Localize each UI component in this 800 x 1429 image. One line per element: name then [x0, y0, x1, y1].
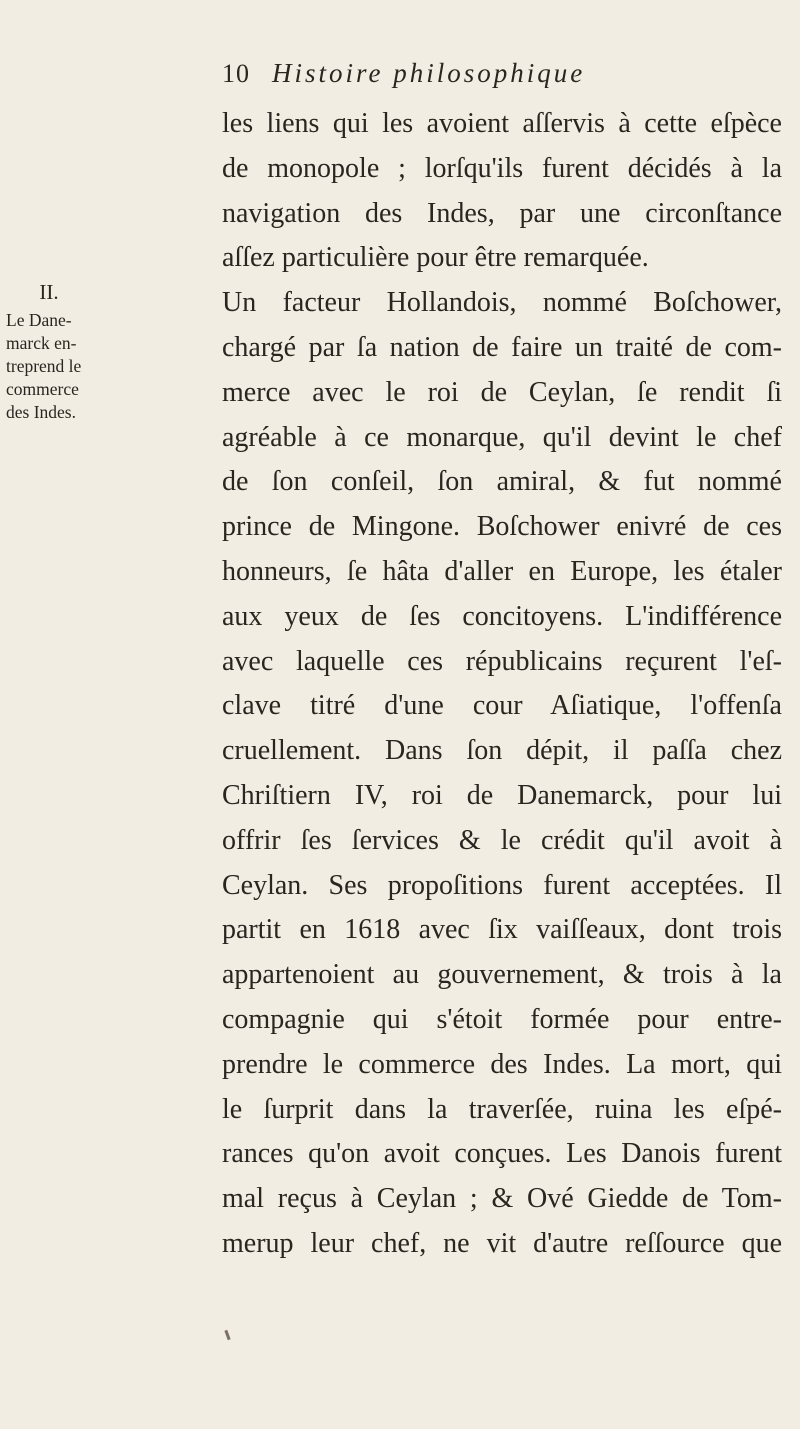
margin-note-line: marck en- [6, 333, 77, 353]
text-line: clave titré d'une cour Aſiatique, l'offenſa [222, 690, 782, 722]
text-line: Un facteur Hollandois, nommé Boſchower, [222, 287, 782, 319]
running-head [222, 58, 770, 98]
text-line: agréable à ce monarque, qu'il devint le chef [222, 421, 782, 453]
text-line: chargé par ſa nation de faire un traité de com- [222, 331, 782, 363]
margin-note-line: des Indes. [6, 402, 76, 422]
text-line: aſſez particulière pour être remarquée. [222, 242, 649, 274]
text-line: cruellement. Dans ſon dépit, il paſſa chez [222, 735, 782, 767]
text-line: de ſon conſeil, ſon amiral, & fut nommé [222, 466, 782, 498]
text-line: partit en 1618 avec ſix vaiſſeaux, dont trois [222, 914, 782, 946]
text-line: rances qu'on avoit conçues. Les Danois furent [222, 1138, 782, 1170]
text-line: aux yeux de ſes concitoyens. L'indifférence [222, 600, 782, 632]
section-number: II. [39, 280, 59, 304]
ink-speck [224, 1330, 230, 1340]
text-line: prince de Mingone. Boſchower enivré de ces [222, 511, 782, 543]
text-line: honneurs, ſe hâta d'aller en Europe, les étaler [222, 555, 782, 587]
text-line: merup leur chef, ne vit d'autre reſſource que [222, 1227, 782, 1259]
page-number: 10 [222, 59, 250, 88]
text-line: appartenoient au gouvernement, & trois à la [222, 959, 782, 991]
body-text [222, 102, 782, 1267]
margin-note-line: Le Dane- [6, 310, 72, 330]
text-line: merce avec le roi de Ceylan, ſe rendit ſi [222, 376, 782, 408]
text-line: Ceylan. Ses propoſitions furent acceptées. Il [222, 869, 782, 901]
text-line: le ſurprit dans la traverſée, ruina les eſpé- [222, 1093, 782, 1125]
text-line: les liens qui les avoient aſſervis à cette eſpèce [222, 108, 782, 139]
text-line: de monopole ; lorſqu'ils furent décidés à la [222, 152, 782, 184]
text-line: compagnie qui s'étoit formée pour entre- [222, 1003, 782, 1035]
text-line: offrir ſes ſervices & le crédit qu'il avoit à [222, 824, 782, 856]
margin-note-line: treprend le [6, 356, 82, 376]
text-line: prendre le commerce des Indes. La mort, qui [222, 1048, 782, 1080]
text-line: navigation des Indes, par une circonſtance [222, 197, 782, 229]
margin-note-line: commerce [6, 379, 79, 399]
text-line: mal reçus à Ceylan ; & Ové Giedde de Tom- [222, 1183, 782, 1215]
margin-note [6, 280, 106, 424]
text-line: Chriſtiern IV, roi de Danemarck, pour lui [222, 779, 782, 811]
running-title: Histoire philosophique [272, 58, 586, 88]
text-line: avec laquelle ces républicains reçurent l'eſ- [222, 645, 782, 677]
